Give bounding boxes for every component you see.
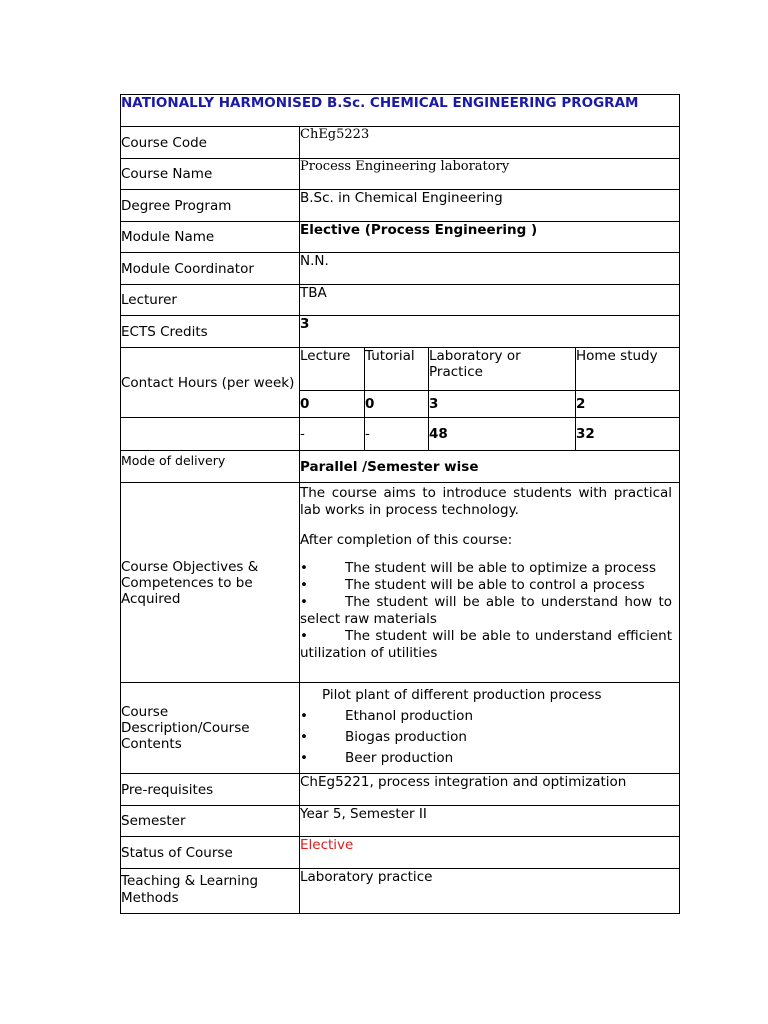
description-item (300, 727, 679, 748)
mode-of-delivery-value: Parallel /Semester wise (300, 451, 680, 483)
contact-col-lecture: Lecture (300, 348, 365, 391)
ects-credits-row (121, 316, 680, 348)
semester-label: Semester (121, 806, 300, 837)
bullet-dot: • (300, 594, 308, 610)
module-coordinator-label: Module Coordinator (121, 253, 300, 285)
total-lecture: - (300, 418, 365, 451)
hours-tutorial: 0 (365, 391, 429, 418)
total-laboratory: 48 (429, 418, 576, 451)
contact-hours-label: Contact Hours (per week) (121, 348, 300, 418)
course-code-row (121, 127, 680, 159)
bullet-dot: • (300, 708, 308, 724)
mode-of-delivery-row (121, 451, 680, 483)
objective-item (300, 577, 672, 594)
total-tutorial: - (365, 418, 429, 451)
objective-item-wrap (300, 628, 672, 662)
course-code-label: Course Code (121, 127, 300, 159)
bullet-dot: • (300, 577, 308, 593)
methods-row (121, 869, 680, 914)
module-coordinator-row (121, 253, 680, 285)
course-name-value: Process Engineering laboratory (300, 159, 680, 190)
contact-hours-totals-row (121, 418, 680, 451)
contact-col-tutorial: Tutorial (365, 348, 429, 391)
contact-col-laboratory: Laboratory or Practice (429, 348, 576, 391)
total-home-study: 32 (576, 418, 680, 451)
course-code-value: ChEg5223 (300, 127, 680, 159)
semester-row (121, 806, 680, 837)
ects-credits-label: ECTS Credits (121, 316, 300, 348)
module-coordinator-value: N.N. (300, 253, 680, 285)
description-row (121, 683, 680, 774)
course-spec-table (120, 94, 680, 914)
hours-laboratory: 3 (429, 391, 576, 418)
title-row (121, 95, 680, 127)
description-text: Ethanol production (345, 708, 473, 724)
degree-program-row (121, 190, 680, 222)
contact-hours-header-row (121, 348, 680, 391)
methods-label: Teaching & Learning Methods (121, 869, 300, 914)
bullet-dot: • (300, 729, 308, 745)
description-text: Biogas production (345, 729, 467, 745)
totals-empty-cell (121, 418, 300, 451)
objective-text: The student will be able to optimize a process (345, 560, 656, 576)
hours-home-study: 2 (576, 391, 680, 418)
methods-value: Laboratory practice (300, 869, 680, 914)
description-heading: Pilot plant of different production process (322, 687, 602, 703)
objective-item (300, 560, 672, 577)
description-item (300, 706, 679, 727)
module-name-row (121, 222, 680, 253)
objective-text: The student will be able to understand efficient utilization of utilities (300, 628, 673, 661)
program-title: NATIONALLY HARMONISED B.Sc. CHEMICAL ENGINEERING PROGRAM (121, 95, 680, 127)
objectives-row (121, 483, 680, 683)
lecturer-label: Lecturer (121, 285, 300, 316)
status-value: Elective (300, 837, 680, 869)
degree-program-value: B.Sc. in Chemical Engineering (300, 190, 680, 222)
module-name-label: Module Name (121, 222, 300, 253)
lecturer-value: TBA (300, 285, 680, 316)
course-name-label: Course Name (121, 159, 300, 190)
bullet-dot: • (300, 628, 308, 644)
objectives-label: Course Objectives & Competences to be Acquired (121, 483, 300, 683)
status-label: Status of Course (121, 837, 300, 869)
contact-col-home-study: Home study (576, 348, 680, 391)
prerequisites-value: ChEg5221, process integration and optimization (300, 774, 680, 806)
hours-lecture: 0 (300, 391, 365, 418)
description-label: Course Description/Course Contents (121, 683, 300, 774)
mode-of-delivery-label: Mode of delivery (121, 451, 300, 483)
objectives-content (300, 483, 680, 683)
bullet-dot: • (300, 750, 308, 766)
objective-text: The student will be able to understand how to select raw materials (300, 594, 673, 627)
lecturer-row (121, 285, 680, 316)
prerequisites-label: Pre-requisites (121, 774, 300, 806)
module-name-value: Elective (Process Engineering ) (300, 222, 680, 253)
objective-text: The student will be able to control a process (345, 577, 645, 593)
description-text: Beer production (345, 750, 454, 766)
objective-item-wrap (300, 594, 672, 628)
objectives-after: After completion of this course: (300, 532, 513, 548)
course-name-row (121, 159, 680, 190)
semester-value: Year 5, Semester II (300, 806, 680, 837)
bullet-dot: • (300, 560, 308, 576)
degree-program-label: Degree Program (121, 190, 300, 222)
prerequisites-row (121, 774, 680, 806)
description-content (300, 683, 680, 774)
ects-credits-value: 3 (300, 316, 680, 348)
status-row (121, 837, 680, 869)
description-item (300, 748, 679, 769)
objectives-intro: The course aims to introduce students with practical lab works in process technology. (300, 485, 673, 518)
